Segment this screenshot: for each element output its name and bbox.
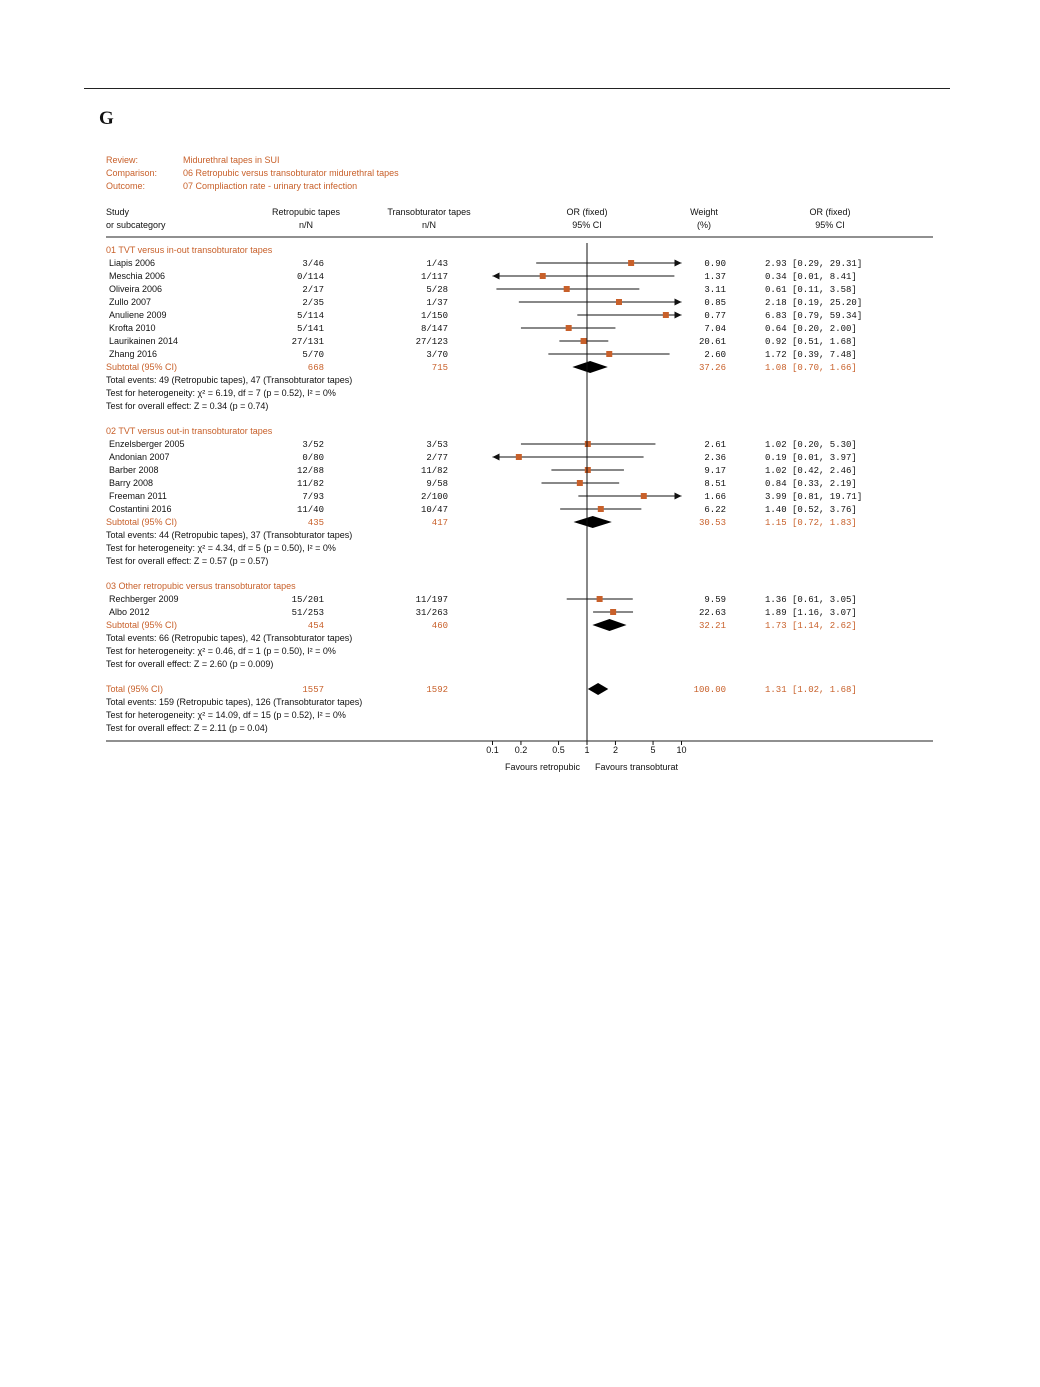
effect-marker [566, 325, 572, 331]
study-name: Albo 2012 [109, 607, 150, 617]
col-orci: OR (fixed) [809, 207, 851, 217]
comparison-value: 06 Retropubic versus transobturator midurethral tapes [183, 168, 399, 178]
col-study: Study [106, 207, 130, 217]
axis-tick-label: 1 [584, 745, 590, 755]
stats-note: Total events: 49 (Retropubic tapes), 47 (Transobturator tapes) [106, 375, 353, 385]
or-ci-value: 1.73 [1.14, 2.62] [765, 621, 857, 631]
effect-marker [610, 609, 616, 615]
retro-value: 3/52 [302, 440, 324, 450]
stats-note: Test for heterogeneity: χ² = 0.46, df = 1 (p = 0.50), I² = 0% [106, 646, 336, 656]
stats-note: Test for heterogeneity: χ² = 14.09, df = 15 (p = 0.52), I² = 0% [106, 710, 346, 720]
study-name: Liapis 2006 [109, 258, 156, 268]
weight-value: 7.04 [704, 324, 726, 334]
subgroup-title: 01 TVT versus in-out transobturator tapes [106, 245, 273, 255]
col-plot-sub: 95% CI [572, 220, 602, 230]
review-value: Midurethral tapes in SUI [183, 155, 280, 165]
weight-value: 0.90 [704, 259, 726, 269]
weight-value: 0.85 [704, 298, 726, 308]
study-name: Laurikainen 2014 [109, 336, 179, 346]
retro-value: 15/201 [291, 595, 324, 605]
trans-value: 3/70 [426, 350, 448, 360]
effect-marker [606, 351, 612, 357]
trans-value: 27/123 [415, 337, 448, 347]
retro-value: 3/46 [302, 259, 324, 269]
study-name: Oliveira 2006 [109, 284, 163, 294]
weight-value: 8.51 [704, 479, 726, 489]
weight-value: 37.26 [698, 363, 726, 373]
or-ci-value: 1.40 [0.52, 3.76] [765, 505, 857, 515]
weight-value: 2.60 [704, 350, 726, 360]
axis-tick-label: 0.5 [552, 745, 565, 755]
effect-marker [641, 493, 647, 499]
axis-tick-label: 5 [650, 745, 656, 755]
or-ci-value: 1.72 [0.39, 7.48] [765, 350, 857, 360]
or-ci-value: 1.02 [0.42, 2.46] [765, 466, 857, 476]
retro-value: 2/17 [302, 285, 324, 295]
ci-arrow-right [675, 493, 682, 500]
total-label: Total (95% CI) [106, 684, 164, 694]
weight-value: 20.61 [698, 337, 726, 347]
retro-value: 668 [307, 363, 324, 373]
retro-value: 12/88 [296, 466, 324, 476]
weight-value: 22.63 [698, 608, 726, 618]
stats-note: Total events: 66 (Retropubic tapes), 42 (Transobturator tapes) [106, 633, 353, 643]
summary-diamond [592, 619, 626, 631]
study-name: Andonian 2007 [109, 452, 170, 462]
stats-note: Total events: 44 (Retropubic tapes), 37 (Transobturator tapes) [106, 530, 353, 540]
stats-note: Test for heterogeneity: χ² = 6.19, df = 7 (p = 0.52), I² = 0% [106, 388, 336, 398]
stats-note: Test for heterogeneity: χ² = 4.34, df = 5 (p = 0.50), I² = 0% [106, 543, 336, 553]
ci-arrow-left [493, 273, 500, 280]
retro-value: 5/114 [296, 311, 324, 321]
study-name: Costantini 2016 [109, 504, 172, 514]
weight-value: 2.61 [704, 440, 726, 450]
study-name: Rechberger 2009 [109, 594, 179, 604]
effect-marker [616, 299, 622, 305]
effect-marker [597, 596, 603, 602]
retro-value: 454 [307, 621, 324, 631]
trans-value: 417 [431, 518, 448, 528]
retro-value: 2/35 [302, 298, 324, 308]
study-name: Barber 2008 [109, 465, 159, 475]
weight-value: 6.22 [704, 505, 726, 515]
study-name: Barry 2008 [109, 478, 154, 488]
summary-diamond [588, 683, 608, 695]
trans-value: 2/100 [420, 492, 448, 502]
or-ci-value: 0.34 [0.01, 8.41] [765, 272, 857, 282]
trans-value: 1592 [426, 685, 448, 695]
col-weight-sub: (%) [697, 220, 711, 230]
effect-marker [564, 286, 570, 292]
effect-marker [577, 480, 583, 486]
retro-value: 27/131 [291, 337, 324, 347]
stats-note: Test for overall effect: Z = 0.34 (p = 0.74) [106, 401, 269, 411]
trans-value: 11/82 [420, 466, 448, 476]
retro-value: 5/141 [296, 324, 324, 334]
or-ci-value: 0.92 [0.51, 1.68] [765, 337, 857, 347]
trans-value: 3/53 [426, 440, 448, 450]
weight-value: 9.59 [704, 595, 726, 605]
study-name: Anuliene 2009 [109, 310, 167, 320]
weight-value: 9.17 [704, 466, 726, 476]
study-name: Zhang 2016 [109, 349, 158, 359]
retro-value: 0/114 [296, 272, 324, 282]
effect-marker [628, 260, 634, 266]
subgroup-title: 03 Other retropubic versus transobturator tapes [106, 581, 296, 591]
review-label: Review: [106, 155, 139, 165]
trans-value: 1/43 [426, 259, 448, 269]
panel-label: G [99, 108, 114, 129]
or-ci-value: 2.93 [0.29, 29.31] [765, 259, 863, 269]
trans-value: 2/77 [426, 453, 448, 463]
effect-marker [663, 312, 669, 318]
effect-marker [585, 441, 591, 447]
col-retro-sub: n/N [298, 220, 314, 230]
study-name: Freeman 2011 [109, 491, 167, 501]
axis-tick-label: 2 [612, 745, 618, 755]
summary-diamond [572, 361, 607, 373]
col-retro: Retropubic tapes [271, 207, 341, 217]
weight-value: 100.00 [693, 685, 726, 695]
or-ci-value: 1.08 [0.70, 1.66] [765, 363, 857, 373]
weight-value: 3.11 [704, 285, 726, 295]
stats-note: Test for overall effect: Z = 0.57 (p = 0.57) [106, 556, 269, 566]
weight-value: 1.37 [704, 272, 726, 282]
weight-value: 2.36 [704, 453, 726, 463]
effect-marker [585, 467, 591, 473]
col-plot: OR (fixed) [566, 207, 608, 217]
col-study-sub: or subcategory [106, 220, 166, 230]
effect-marker [581, 338, 587, 344]
subtotal-label: Subtotal (95% CI) [106, 517, 178, 527]
effect-marker [598, 506, 604, 512]
summary-diamond [574, 516, 612, 528]
or-ci-value: 1.36 [0.61, 3.05] [765, 595, 857, 605]
col-trans: Transobturator tapes [387, 207, 471, 217]
subgroup-title: 02 TVT versus out-in transobturator tapes [106, 426, 273, 436]
favours-right-label: Favours transobturat [595, 762, 679, 772]
trans-value: 5/28 [426, 285, 448, 295]
stats-note: Total events: 159 (Retropubic tapes), 126 (Transobturator tapes) [106, 697, 363, 707]
effect-marker [516, 454, 522, 460]
subtotal-label: Subtotal (95% CI) [106, 362, 178, 372]
trans-value: 8/147 [420, 324, 448, 334]
retro-value: 11/82 [296, 479, 324, 489]
retro-value: 51/253 [291, 608, 324, 618]
or-ci-value: 0.19 [0.01, 3.97] [765, 453, 857, 463]
ci-arrow-right [675, 312, 682, 319]
trans-value: 460 [431, 621, 448, 631]
study-name: Meschia 2006 [109, 271, 166, 281]
retro-value: 0/80 [302, 453, 324, 463]
or-ci-value: 0.84 [0.33, 2.19] [765, 479, 857, 489]
or-ci-value: 1.31 [1.02, 1.68] [765, 685, 857, 695]
or-ci-value: 1.89 [1.16, 3.07] [765, 608, 857, 618]
or-ci-value: 6.83 [0.79, 59.34] [765, 311, 863, 321]
trans-value: 1/37 [426, 298, 448, 308]
weight-value: 1.66 [704, 492, 726, 502]
retro-value: 11/40 [296, 505, 324, 515]
stats-note: Test for overall effect: Z = 2.60 (p = 0.009) [106, 659, 274, 669]
trans-value: 31/263 [415, 608, 448, 618]
trans-value: 715 [431, 363, 448, 373]
axis-tick-label: 10 [676, 745, 687, 755]
outcome-label: Outcome: [106, 181, 146, 191]
trans-value: 1/117 [420, 272, 448, 282]
or-ci-value: 2.18 [0.19, 25.20] [765, 298, 863, 308]
retro-value: 5/70 [302, 350, 324, 360]
or-ci-value: 1.15 [0.72, 1.83] [765, 518, 857, 528]
outcome-value: 07 Compliaction rate - urinary tract infection [183, 181, 358, 191]
study-name: Krofta 2010 [109, 323, 156, 333]
trans-value: 10/47 [420, 505, 448, 515]
weight-value: 30.53 [698, 518, 726, 528]
axis-tick-label: 0.2 [514, 745, 528, 755]
subtotal-label: Subtotal (95% CI) [106, 620, 178, 630]
trans-value: 9/58 [426, 479, 448, 489]
ci-arrow-right [675, 299, 682, 306]
ci-arrow-left [493, 454, 500, 461]
trans-value: 1/150 [420, 311, 448, 321]
retro-value: 1557 [302, 685, 324, 695]
weight-value: 32.21 [698, 621, 726, 631]
retro-value: 7/93 [302, 492, 324, 502]
ci-arrow-right [675, 260, 682, 267]
or-ci-value: 1.02 [0.20, 5.30] [765, 440, 857, 450]
favours-left-label: Favours retropubic [504, 762, 580, 772]
or-ci-value: 0.64 [0.20, 2.00] [765, 324, 857, 334]
col-weight: Weight [690, 207, 718, 217]
study-name: Enzelsberger 2005 [109, 439, 185, 449]
col-trans-sub: n/N [421, 220, 437, 230]
or-ci-value: 3.99 [0.81, 19.71] [765, 492, 863, 502]
effect-marker [540, 273, 546, 279]
comparison-label: Comparison: [106, 168, 158, 178]
axis-tick-label: 0.1 [486, 745, 499, 755]
study-name: Zullo 2007 [109, 297, 152, 307]
weight-value: 0.77 [704, 311, 726, 321]
or-ci-value: 0.61 [0.11, 3.58] [765, 285, 857, 295]
col-orci-sub: 95% CI [815, 220, 845, 230]
retro-value: 435 [307, 518, 324, 528]
stats-note: Test for overall effect: Z = 2.11 (p = 0.04) [106, 723, 268, 733]
trans-value: 11/197 [415, 595, 448, 605]
